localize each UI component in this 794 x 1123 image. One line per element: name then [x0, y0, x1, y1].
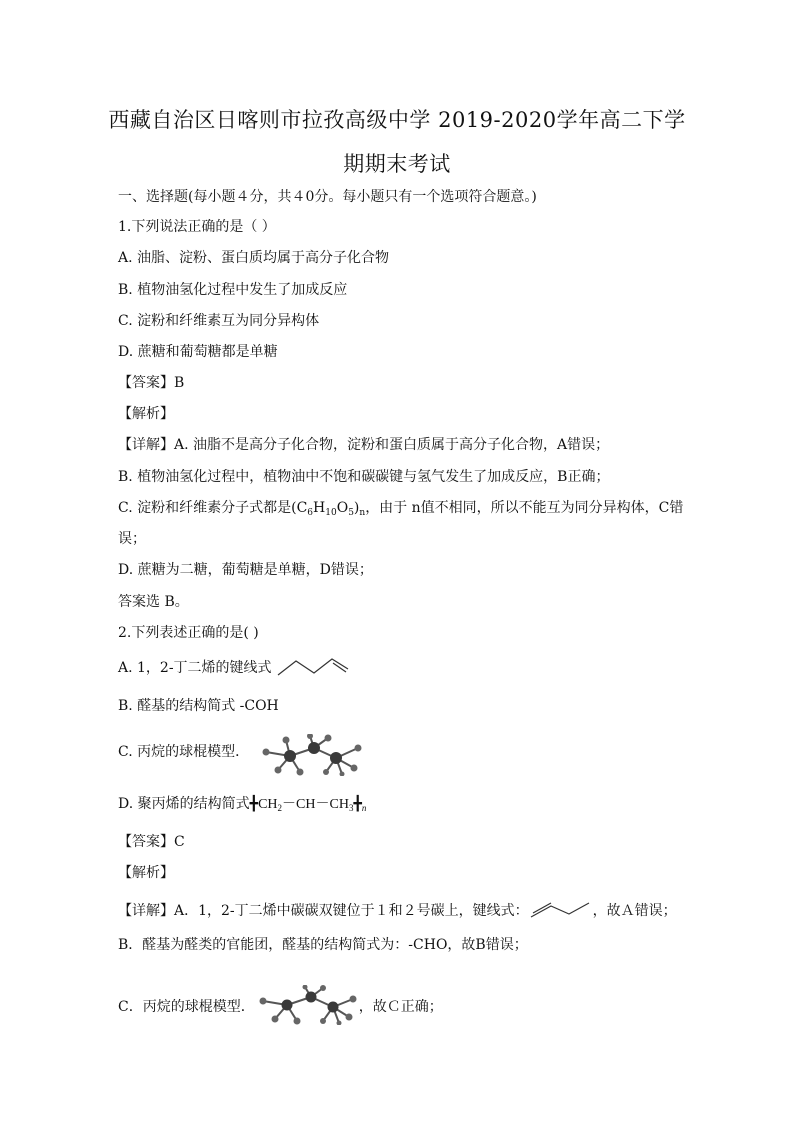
q2-explain-a: 【详解】A．1，2-丁二烯中碳碳双键位于１和２号碳上，键线式： ，故Ａ错误； [118, 900, 677, 920]
q2-stem: 2.下列表述正确的是( ) [118, 625, 259, 641]
q2-option-a: A. 1，2-丁二烯的键线式 [118, 660, 272, 676]
skeletal-formula-figure [276, 655, 350, 679]
ball-and-stick-model-figure-2 [255, 985, 359, 1025]
q2-analysis-label: 【解析】 [118, 865, 174, 881]
section-header: 一、选择题(每小题４分，共４0分。每小题只有一个选项符合题意。) [118, 189, 537, 205]
q1-option-c: C. 淀粉和纤维素互为同分异构体 [118, 313, 320, 329]
q1-option-b: B. 植物油氢化过程中发生了加成反应 [118, 282, 348, 298]
q1-explain-line2: B. 植物油氢化过程中，植物油中不饱和碳碳键与氢气发生了加成反应，B正确； [118, 469, 610, 485]
q2-option-c: C. 丙烷的球棍模型． [118, 744, 250, 760]
q1-explain-line5: D. 蔗糖为二糖，葡萄糖是单糖，D错误； [118, 562, 373, 578]
q1-option-a: A. 油脂、淀粉、蛋白质均属于高分子化合物 [118, 250, 390, 266]
q1-answer: 【答案】B [118, 375, 185, 391]
polypropylene-formula: $╋CH_2-CH-CH_3╋_n$ [249, 797, 367, 813]
q1-conclusion: 答案选 B。 [118, 594, 189, 610]
document-title-line1: 西藏自治区日喀则市拉孜高级中学 2019-2020学年高二下学 [108, 108, 686, 132]
q1-analysis-label: 【解析】 [118, 406, 174, 422]
q2-explain-c: C．丙烷的球棍模型． ，故Ｃ正确； [118, 985, 443, 1025]
q2-option-b: B. 醛基的结构简式 -COH [118, 698, 279, 714]
q1-explain-line1: 【详解】A. 油脂不是高分子化合物，淀粉和蛋白质属于高分子化合物，A错误； [118, 437, 610, 453]
q2-answer: 【答案】C [118, 834, 185, 850]
double-bond-skeletal-figure [529, 900, 593, 920]
q2-explain-b: B．醛基为醛类的官能团，醛基的结构简式为：-CHO，故B错误； [118, 937, 528, 953]
q1-stem: 1.下列说法正确的是（ ） [118, 219, 276, 235]
document-title-line2: 期期末考试 [343, 152, 451, 176]
q1-option-d: D. 蔗糖和葡萄糖都是单糖 [118, 344, 278, 360]
q2-option-d: D. 聚丙烯的结构简式$╋CH_2-CH-CH_3╋_n$ [118, 796, 367, 813]
ball-and-stick-model-figure [256, 734, 366, 776]
q1-explain-line3: C. 淀粉和纤维素分子式都是$(C_6H_{10}O_5)_n$，由于 n值不相同，所以不能互为同分异构体，C错 [118, 500, 684, 518]
q1-explain-line4: 误； [118, 531, 146, 547]
